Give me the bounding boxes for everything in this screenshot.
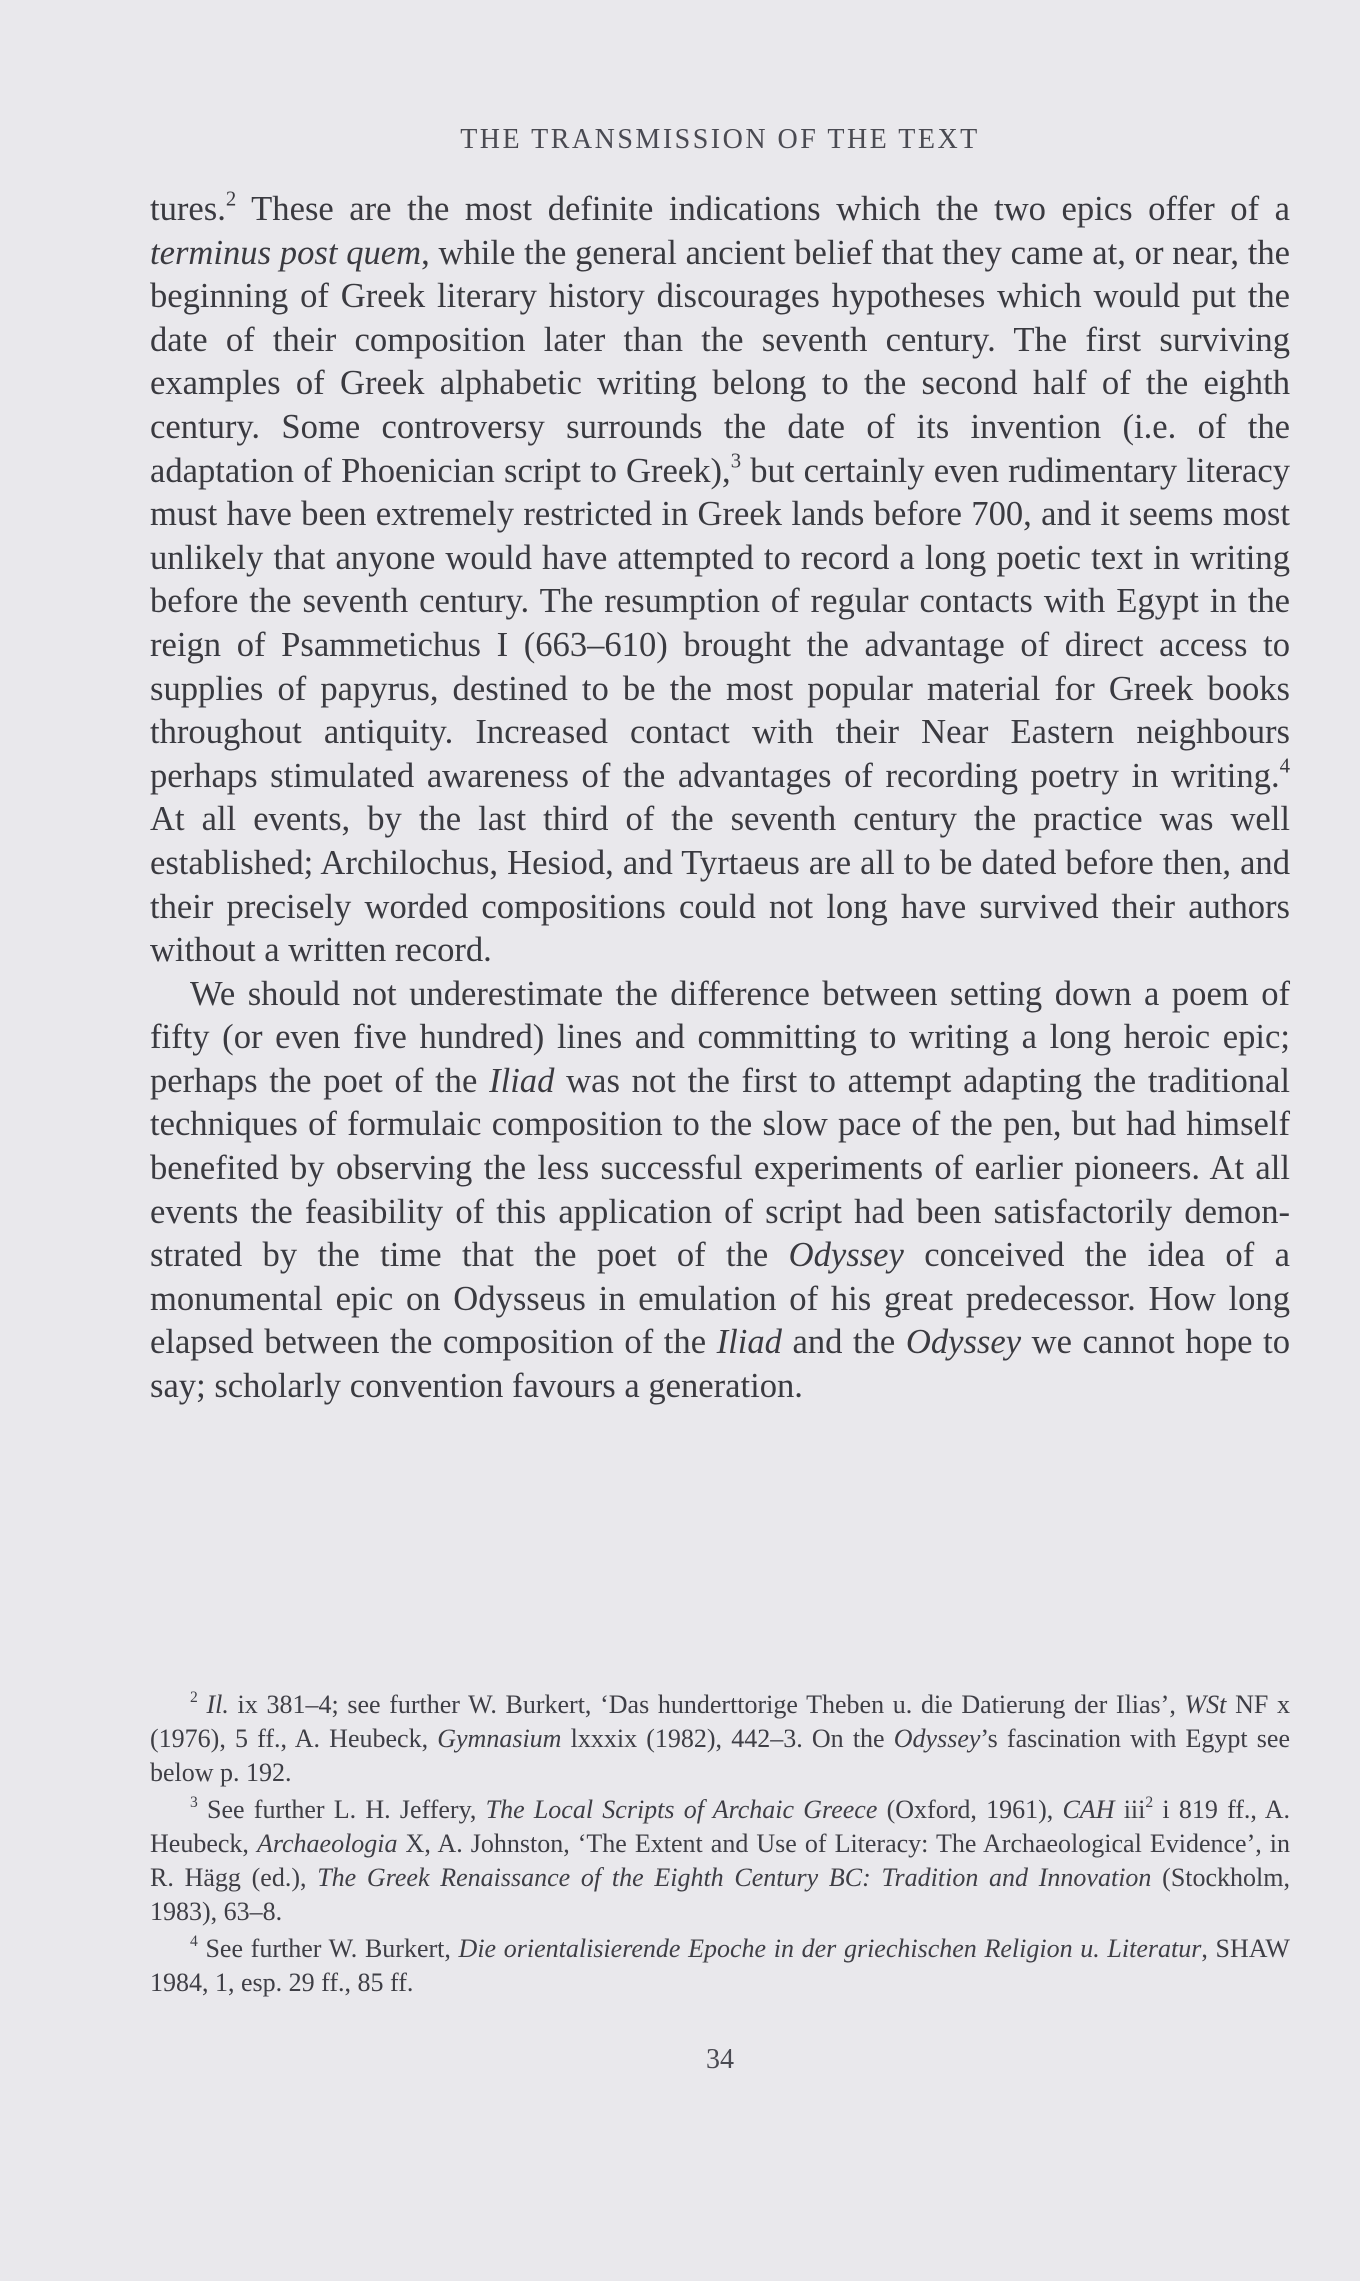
footnote-ref: 3 xyxy=(730,450,742,473)
text-run: X, A. Johnston, ‘The Extent and Use of Literacy: The Archaeological Evidence’, in R. Hägg (ed.), xyxy=(150,1829,1291,1892)
text-run: We should not underestimate the difference between setting down a poem of fifty (or even five hundred) lines and committing to writing a long heroic epic; perhaps the poet of the xyxy=(150,974,1290,1100)
italic-text: Iliad xyxy=(489,1061,555,1100)
italic-text: WSt xyxy=(1184,1690,1227,1719)
text-run: See further L. H. Jeffery, xyxy=(197,1795,486,1824)
running-head: THE TRANSMISSION OF THE TEXT xyxy=(460,124,980,155)
footnote-3 xyxy=(150,1932,1290,2000)
italic-text: Odyssey xyxy=(893,1724,981,1753)
text-run: (Stockholm, 1983), 63–8. xyxy=(150,1863,1290,1926)
page-number: 34 xyxy=(706,2044,734,2075)
text-run: (Oxford, 1961), xyxy=(877,1795,1063,1824)
italic-text: Archaeologia xyxy=(256,1829,398,1858)
italic-text: The Local Scripts of Archaic Greece xyxy=(485,1795,878,1824)
italic-text: Die orientalisierende Epoche in der griechischen Religion u. Literatur xyxy=(458,1934,1202,1963)
footnote-ref: 4 xyxy=(190,1933,198,1951)
text-run: ’s fascination with Egypt see below p. 192. xyxy=(150,1724,1291,1787)
text-run: At all events, by the last third of the seventh century the practice was well established; Archilochus, Hesiod, and Tyrtaeus are all to be dated before then, and their precisely worded compositions could not long have survived their authors without a written record. xyxy=(150,800,1290,970)
footnote-2 xyxy=(150,1793,1290,1929)
main-text xyxy=(150,188,1290,1409)
text-run: was not the first to attempt adapting the traditional techniques of formulaic composition to the slow pace of the pen, but had himself benefited by observing the less successful experiments of earlier pioneers. At all events the feasibility of this application of script had been satisfactorily demonstrated by the time that the poet of the xyxy=(150,1061,1290,1275)
text-run: tures. xyxy=(150,190,226,228)
footnotes xyxy=(150,1688,1290,2003)
italic-text: Odyssey xyxy=(788,1236,904,1275)
footnote-ref: 3 xyxy=(190,1794,198,1812)
text-run: ix 381–4; see further W. Burkert, ‘Das hunderttorige Theben u. die Datierung der Ilias’, xyxy=(228,1690,1185,1719)
italic-text: CAH xyxy=(1062,1795,1115,1824)
italic-text: The Greek Renaissance of the Eighth Century BC: Tradition and Innovation xyxy=(317,1863,1152,1892)
text-run: and the xyxy=(781,1323,906,1362)
text-run: , SHAW 1984, 1, esp. 29 ff., 85 ff. xyxy=(150,1934,1290,1997)
footnote-ref: 2 xyxy=(1145,1794,1154,1812)
italic-text: Il. xyxy=(206,1690,229,1719)
text-run: conceived the idea of a monumental epic on Odysseus in emulation of his great predecessor. How long elapsed between the composition of the xyxy=(150,1236,1290,1362)
text-run: lxxxix (1982), 442–3. On the xyxy=(561,1724,894,1753)
text-run: i 819 ff., A. Heubeck, xyxy=(150,1795,1290,1858)
footnote-1 xyxy=(150,1688,1290,1790)
text-run: NF x (1976), 5 ff., A. Heubeck, xyxy=(150,1690,1290,1753)
paragraph-2 xyxy=(150,973,1290,1409)
text-run: iii xyxy=(1114,1795,1146,1824)
text-run: See further W. Burkert, xyxy=(197,1934,459,1963)
footnote-ref: 2 xyxy=(225,188,237,211)
text-run: but certainly even rudimentary literacy must have been extremely restricted in Greek lands before 700, and it seems most unlikely that anyone would have attempted to record a long poetic text in writing before the seventh century. The resumption of regular contacts with Egypt in the reign of Psammetichus I (663–610) brought the advantage of direct access to supplies of papyrus, destined to be the most popular material for Greek books throughout antiquity. Increased contact with their Near Eastern neighbours perhaps stimulated awareness of the advantages of recording poetry in writing. xyxy=(150,451,1290,795)
italic-text: Gymnasium xyxy=(437,1724,562,1753)
italic-text: terminus post quem xyxy=(150,233,422,272)
italic-text: Iliad xyxy=(716,1323,782,1362)
footnote-ref: 2 xyxy=(190,1689,198,1707)
text-run: , while the general ancient belief that they came at, or near, the beginning of Greek literary history discourages hypotheses which would put the date of their composition later than the seventh century. The first surviving examples of Greek alphabetic writing belong to the second half of the eighth century. Some controversy surrounds the date of its invention (i.e. of the adaptation of Phoenician script to Greek), xyxy=(150,233,1290,490)
footnote-ref: 4 xyxy=(1279,755,1290,778)
paragraph-1 xyxy=(150,188,1290,973)
italic-text: Odyssey xyxy=(905,1323,1022,1362)
text-run: These are the most definite indications which the two epics offer of a xyxy=(236,190,1290,228)
text-run: we cannot hope to say; scholarly convention favours a generation. xyxy=(150,1323,1290,1406)
